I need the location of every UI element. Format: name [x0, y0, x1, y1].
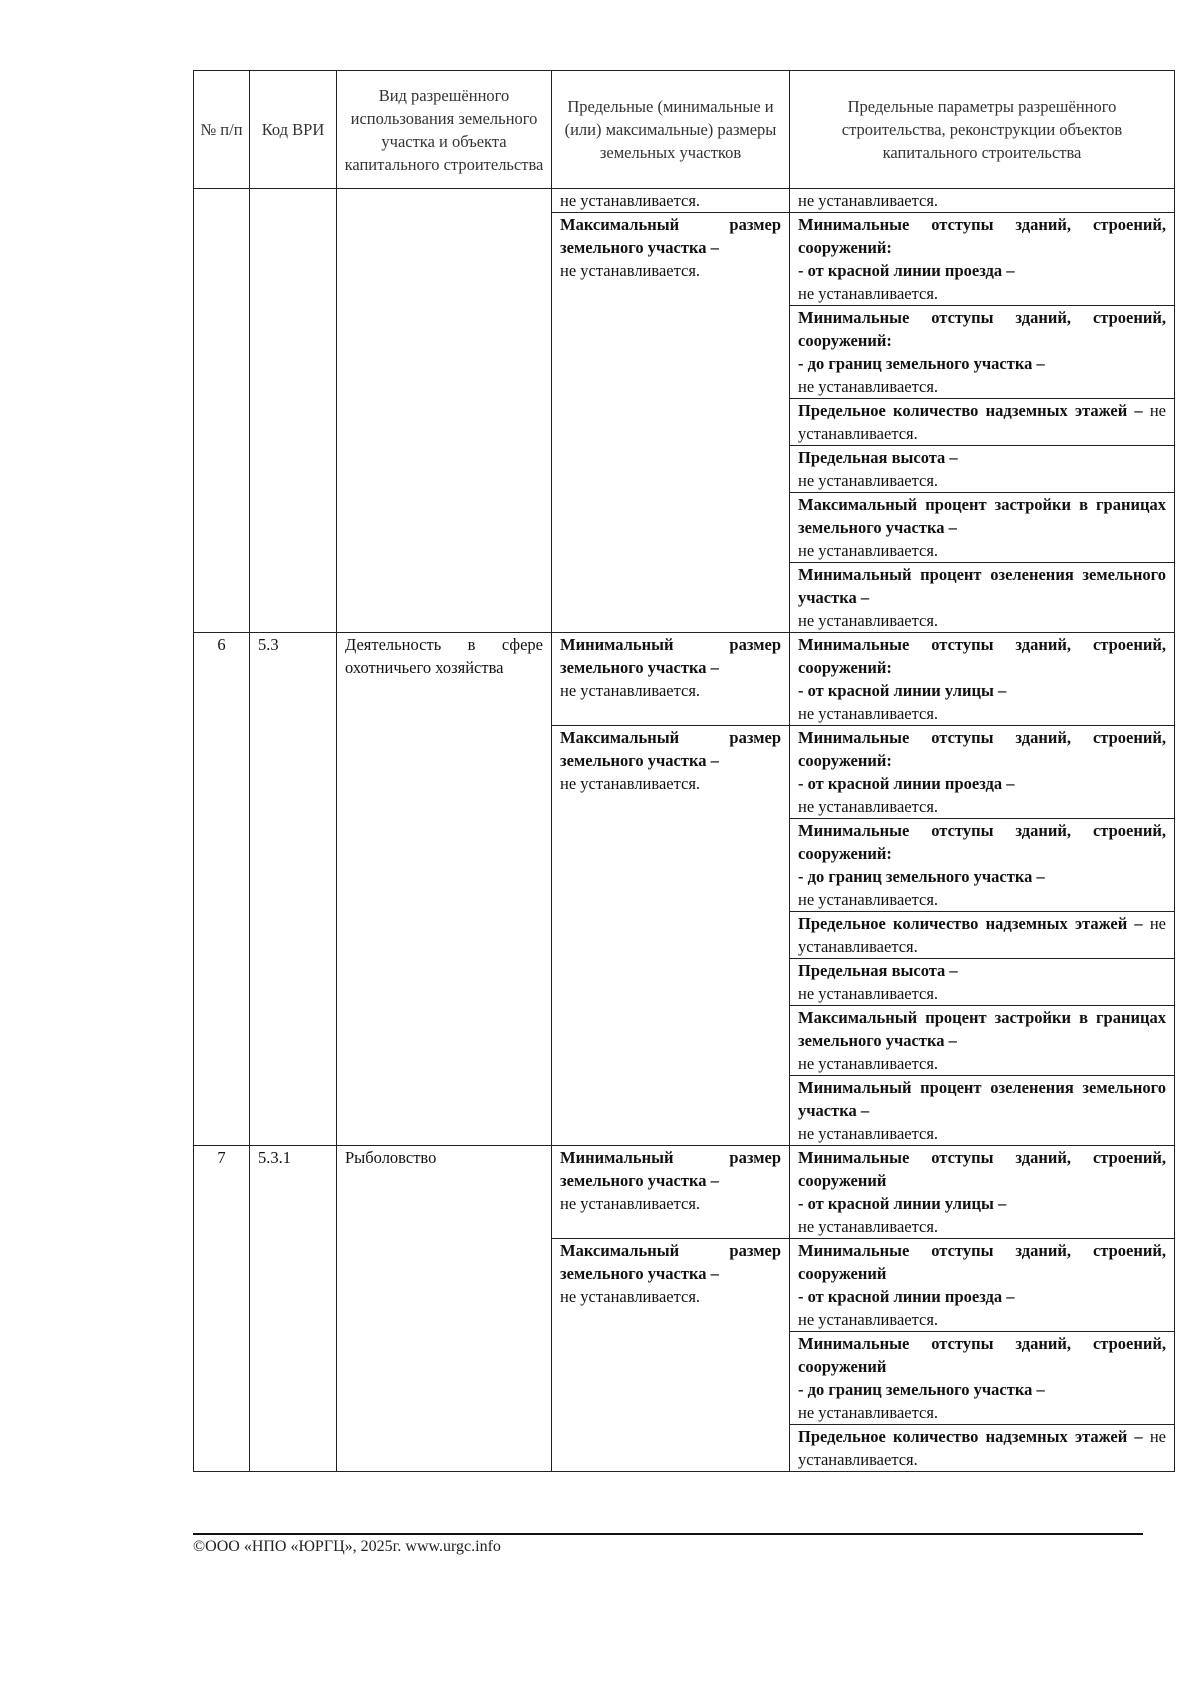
- param-value: не устанавливается.: [798, 1054, 939, 1073]
- param-label: Минимальные отступы зданий, строений, сооружений:: [798, 728, 1166, 770]
- param-sub: - от красной линии улицы –: [798, 1194, 1007, 1213]
- param-label: Минимальный процент озеленения земельного участка –: [798, 1078, 1166, 1120]
- row6-use: Деятельность в сфере охотничьего хозяйства: [337, 633, 552, 1146]
- row7-num: 7: [194, 1146, 250, 1472]
- row6-code: 5.3: [250, 633, 337, 1146]
- param-sub: - от красной линии проезда –: [798, 774, 1015, 793]
- max-size-value: не устанавливается.: [560, 1287, 701, 1306]
- param-cell: [790, 306, 1175, 399]
- header-code: Код ВРИ: [250, 71, 337, 189]
- max-size-label: Максимальный размер земельного участка –: [560, 215, 781, 257]
- cell-code-empty: [250, 189, 337, 633]
- row7-use: Рыболовство: [337, 1146, 552, 1472]
- table-header-row: [194, 71, 1175, 189]
- min-size-value: не устанавливается.: [560, 681, 701, 700]
- table-row: [194, 1146, 1175, 1239]
- param-cell: [790, 726, 1175, 819]
- max-size-cell: [552, 1239, 790, 1472]
- param-value: не устанавливается.: [798, 377, 939, 396]
- header-sizes: Предельные (минимальные и (или) максимальные) размеры земельных участков: [552, 71, 790, 189]
- param-label: Предельная высота –: [798, 448, 958, 467]
- param-cell: [790, 912, 1175, 959]
- param-label: Предельная высота –: [798, 961, 958, 980]
- param-carryover: не устанавливается.: [790, 189, 1175, 213]
- param-value: не устанавливается.: [798, 984, 939, 1003]
- max-size-label: Максимальный размер земельного участка –: [560, 728, 781, 770]
- param-sub: - от красной линии улицы –: [798, 681, 1007, 700]
- footer-divider: [193, 1533, 1143, 1535]
- param-value: не устанавливается.: [798, 704, 939, 723]
- param-value: не устанавливается.: [798, 797, 939, 816]
- min-size-label: Минимальный размер земельного участка –: [560, 635, 781, 677]
- param-label: Минимальные отступы зданий, строений, сооружений:: [798, 635, 1166, 677]
- param-value: не устанавливается.: [798, 1403, 939, 1422]
- param-sub: - до границ земельного участка –: [798, 867, 1045, 886]
- max-size-label: Максимальный размер земельного участка –: [560, 1241, 781, 1283]
- max-size-value: не устанавливается.: [560, 774, 701, 793]
- param-label: Минимальные отступы зданий, строений, сооружений: [798, 1148, 1166, 1190]
- footer-copyright: ©ООО «НПО «ЮРГЦ», 2025г. www.urgc.info: [193, 1538, 501, 1555]
- param-cell: [790, 1425, 1175, 1472]
- param-label: Минимальные отступы зданий, строений, сооружений:: [798, 821, 1166, 863]
- param-label: Максимальный процент застройки в границах земельного участка –: [798, 1008, 1166, 1050]
- param-sub: - от красной линии проезда –: [798, 261, 1015, 280]
- param-cell: [790, 563, 1175, 633]
- param-value: не устанавливается.: [798, 611, 939, 630]
- param-value: не устанавливается.: [798, 471, 939, 490]
- param-cell: [790, 493, 1175, 563]
- size-carryover: не устанавливается.: [552, 189, 790, 213]
- param-label: Предельное количество надземных этажей –: [798, 1427, 1143, 1446]
- param-value: не устанавливается.: [798, 1217, 939, 1236]
- param-value: не устанавливается.: [798, 914, 1166, 956]
- header-use: Вид разрешённого использования земельного участка и объекта капитального строительства: [337, 71, 552, 189]
- min-size-cell: [552, 1146, 790, 1239]
- param-value: не устанавливается.: [798, 1427, 1166, 1469]
- param-cell: [790, 1006, 1175, 1076]
- param-cell: [790, 633, 1175, 726]
- min-size-value: не устанавливается.: [560, 1194, 701, 1213]
- land-use-table: [193, 70, 1175, 1472]
- param-cell: [790, 819, 1175, 912]
- row7-code: 5.3.1: [250, 1146, 337, 1472]
- param-value: не устанавливается.: [798, 1124, 939, 1143]
- param-label: Минимальные отступы зданий, строений, сооружений:: [798, 215, 1166, 257]
- param-value: не устанавливается.: [798, 284, 939, 303]
- param-sub: - до границ земельного участка –: [798, 354, 1045, 373]
- param-value: не устанавливается.: [798, 890, 939, 909]
- param-cell: [790, 1332, 1175, 1425]
- min-size-cell: [552, 633, 790, 726]
- row6-num: 6: [194, 633, 250, 1146]
- param-cell: [790, 959, 1175, 1006]
- param-label: Максимальный процент застройки в границах земельного участка –: [798, 495, 1166, 537]
- table-row: [194, 633, 1175, 726]
- param-sub: - до границ земельного участка –: [798, 1380, 1045, 1399]
- param-cell: [790, 1146, 1175, 1239]
- param-cell: [790, 446, 1175, 493]
- param-label: Минимальные отступы зданий, строений, сооружений: [798, 1241, 1166, 1283]
- table-row: [194, 189, 1175, 213]
- max-size-cell: [552, 726, 790, 1146]
- max-size-cell: [552, 213, 790, 633]
- param-label: Минимальные отступы зданий, строений, сооружений:: [798, 308, 1166, 350]
- header-num: № п/п: [194, 71, 250, 189]
- param-cell: [790, 399, 1175, 446]
- cell-use-empty: [337, 189, 552, 633]
- param-cell: [790, 1239, 1175, 1332]
- param-label: Предельное количество надземных этажей –: [798, 401, 1143, 420]
- param-cell: [790, 1076, 1175, 1146]
- param-label: Предельное количество надземных этажей –: [798, 914, 1143, 933]
- param-sub: - от красной линии проезда –: [798, 1287, 1015, 1306]
- param-label: Минимальный процент озеленения земельного участка –: [798, 565, 1166, 607]
- param-label: Минимальные отступы зданий, строений, сооружений: [798, 1334, 1166, 1376]
- param-value: не устанавливается.: [798, 401, 1166, 443]
- cell-num-empty: [194, 189, 250, 633]
- param-value: не устанавливается.: [798, 1310, 939, 1329]
- max-size-value: не устанавливается.: [560, 261, 701, 280]
- param-cell: [790, 213, 1175, 306]
- header-params: Предельные параметры разрешённого строительства, реконструкции объектов капитального строительства: [790, 71, 1175, 189]
- param-value: не устанавливается.: [798, 541, 939, 560]
- min-size-label: Минимальный размер земельного участка –: [560, 1148, 781, 1190]
